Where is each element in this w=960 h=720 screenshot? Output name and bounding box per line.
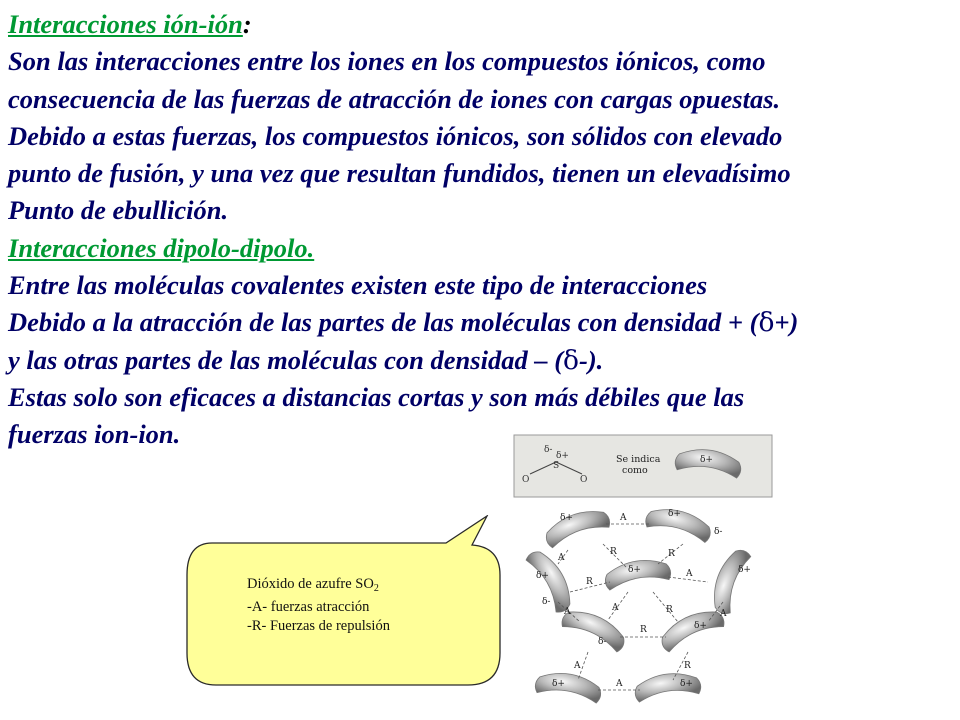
- para2-line2-end: +): [774, 307, 799, 338]
- label-attraction: A: [620, 513, 627, 523]
- heading-ion-ion: [8, 6, 958, 43]
- para1-line: Son las interacciones entre los iones en los compuestos iónicos, como: [8, 46, 766, 77]
- label-delta-plus: δ+: [536, 571, 549, 581]
- heading-dipolo-dipolo-text: Interacciones dipolo-dipolo.: [8, 232, 315, 263]
- label-repulsion: R: [684, 661, 691, 671]
- label-delta-plus: δ+: [668, 509, 681, 519]
- label-delta-plus: δ+: [560, 513, 573, 523]
- delta-symbol: δ: [758, 307, 775, 339]
- label-delta-minus: δ-: [714, 527, 723, 537]
- para1-line: consecuencia de las fuerzas de atracción de iones con cargas opuestas.: [8, 83, 781, 114]
- label-repulsion: R: [610, 547, 617, 557]
- para2-line: fuerzas ion-ion.: [8, 419, 181, 450]
- callout-line2: -A- fuerzas atracción: [247, 599, 370, 615]
- heading-ion-ion-text: Interacciones ión-ión: [8, 9, 243, 39]
- heading-dipolo-dipolo: [8, 230, 958, 267]
- legend-indica-line2: como: [622, 465, 648, 476]
- slide-text: [8, 6, 958, 454]
- label-delta-plus: δ+: [680, 679, 693, 689]
- so2-dipole-figure: [508, 432, 776, 720]
- legend-s: S: [553, 461, 560, 471]
- label-delta-minus: δ-: [542, 597, 551, 607]
- heading-colon: :: [242, 9, 252, 39]
- label-repulsion: R: [668, 549, 675, 559]
- para2-line3-end: -).: [579, 344, 604, 375]
- legend-delta-plus: δ+: [556, 451, 569, 461]
- callout-subscript: 2: [373, 583, 379, 594]
- callout-line3: -R- Fuerzas de repulsión: [247, 618, 390, 634]
- label-attraction: A: [558, 553, 565, 563]
- legend-o-right: O: [580, 475, 588, 485]
- legend-delta-minus: δ-: [544, 445, 553, 455]
- label-delta-minus: δ-: [598, 637, 607, 647]
- label-attraction: A: [574, 661, 581, 671]
- para2-line: Entre las moléculas covalentes existen este tipo de interacciones: [8, 270, 708, 301]
- label-repulsion: R: [640, 625, 647, 635]
- label-attraction: A: [720, 609, 727, 619]
- label-delta-plus: δ+: [738, 565, 751, 575]
- label-attraction: A: [564, 607, 571, 617]
- label-delta-plus: δ+: [552, 679, 565, 689]
- para1-line: Punto de ebullición.: [8, 195, 229, 226]
- label-attraction: A: [616, 679, 623, 689]
- callout-line1: [247, 575, 390, 598]
- para2-line: [8, 342, 958, 379]
- label-repulsion: R: [666, 605, 673, 615]
- para2-line: Estas solo son eficaces a distancias cortas y son más débiles que las: [8, 381, 745, 412]
- figure-legend: [514, 435, 772, 497]
- para2-line: [8, 304, 958, 341]
- para1-line: Debido a estas fuerzas, los compuestos iónicos, son sólidos con elevado: [8, 120, 783, 151]
- label-attraction: A: [686, 569, 693, 579]
- para1-line: punto de fusión, y una vez que resultan fundidos, tienen un elevadísimo: [8, 158, 791, 189]
- label-repulsion: R: [586, 577, 593, 587]
- callout-text: [247, 575, 390, 636]
- para2-line2-text: Debido a la atracción de las partes de las moléculas con densidad + (: [8, 307, 759, 338]
- para2-line3-text: y las otras partes de las moléculas con densidad – (: [8, 344, 564, 375]
- label-delta-plus: δ+: [694, 621, 707, 631]
- delta-symbol: δ: [563, 344, 579, 376]
- callout-line1-text: Dióxido de azufre SO: [247, 576, 374, 592]
- label-attraction: A: [612, 603, 619, 613]
- legend-indica-line1: Se indica: [616, 454, 661, 465]
- legend-o-left: O: [522, 475, 530, 485]
- label-delta-plus: δ+: [628, 565, 641, 575]
- legend-pill-label: δ+: [700, 455, 713, 465]
